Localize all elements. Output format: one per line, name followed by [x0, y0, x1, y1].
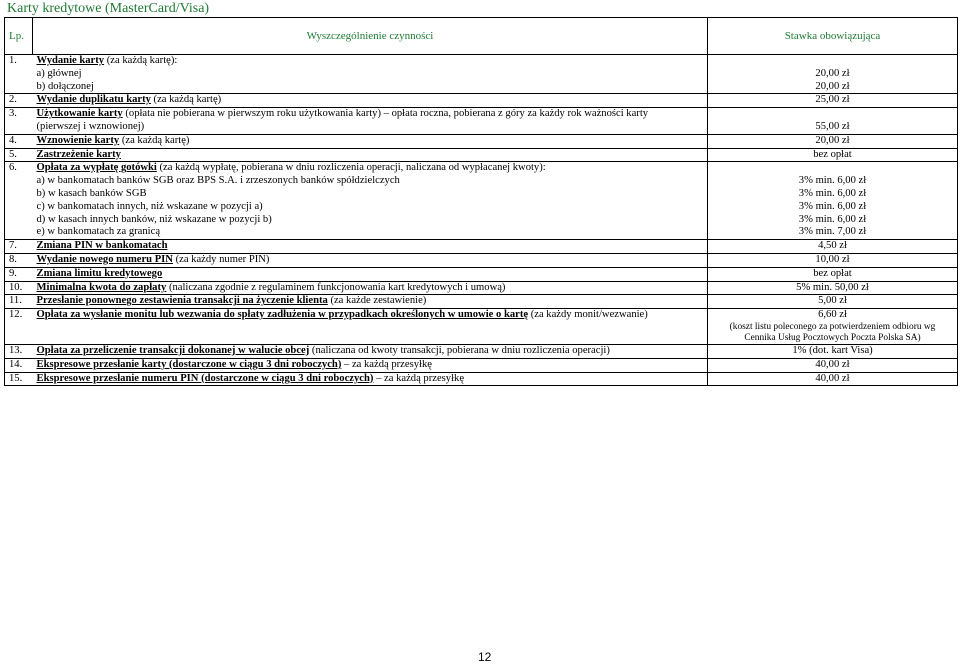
row-number: 7. [5, 240, 33, 254]
row-rate: 3% min. 6,00 zł 3% min. 6,00 zł 3% min. 6,00 zł 3% min. 6,00 zł 3% min. 7,00 zł [708, 162, 958, 240]
header-rate: Stawka obowiązująca [708, 18, 958, 55]
row-rate: 10,00 zł [708, 253, 958, 267]
row-number: 6. [5, 162, 33, 240]
table-row [5, 309, 958, 345]
table-row [5, 162, 958, 240]
row-number: 11. [5, 295, 33, 309]
table-row [5, 240, 958, 254]
row-rate: bez opłat [708, 148, 958, 162]
row-number: 4. [5, 134, 33, 148]
row-rate: 1% (dot. kart Visa) [708, 344, 958, 358]
row-rate: 25,00 zł [708, 94, 958, 108]
row-description: Ekspresowe przesłanie numeru PIN (dostarczone w ciągu 3 dni roboczych) – za każdą przesyłkę [33, 372, 708, 386]
row-description: Przesłanie ponownego zestawienia transakcji na życzenie klienta (za każde zestawienie) [33, 295, 708, 309]
table-row [5, 372, 958, 386]
table-header [5, 18, 958, 55]
table-row [5, 94, 958, 108]
row-description: Minimalna kwota do zapłaty (naliczana zgodnie z regulaminem funkcjonowania kart kredytowych i umową) [33, 281, 708, 295]
row-rate: 55,00 zł [708, 108, 958, 135]
row-description: Użytkowanie karty (opłata nie pobierana w pierwszym roku użytkowania karty) – opłata roczna, pobierana z góry za każdy rok ważności karty (pierwszej i wznowionej) [33, 108, 708, 135]
row-rate: 20,00 zł [708, 134, 958, 148]
row-number: 1. [5, 55, 33, 94]
rate-note: Cennika Usług Pocztowych Poczta Polska SA) [744, 332, 921, 343]
table-row [5, 134, 958, 148]
row-description: Opłata za wysłanie monitu lub wezwania do spłaty zadłużenia w przypadkach określonych w umowie o kartę (za każdy monit/wezwanie) [33, 309, 708, 345]
row-number: 3. [5, 108, 33, 135]
row-description: Zmiana PIN w bankomatach [33, 240, 708, 254]
table-row [5, 148, 958, 162]
row-description: Wznowienie karty (za każdą kartę) [33, 134, 708, 148]
row-rate: 40,00 zł [708, 372, 958, 386]
table-row [5, 253, 958, 267]
row-number: 12. [5, 309, 33, 345]
row-number: 13. [5, 344, 33, 358]
row-rate: bez opłat [708, 267, 958, 281]
row-description: Opłata za wypłatę gotówki (za każdą wypłatę, pobierana w dniu rozliczenia operacji, naliczana od wypłacanej kwoty): a) w bankomatach banków SGB oraz BPS S.A. i zrzeszonych banków spółdzielczych b) w kasach banków SGB c) w bankomatach innych, niż wskazane w pozycji a) d) w kasach innych banków, niż wskazane w pozycji b) e) w bankomatach za granicą [33, 162, 708, 240]
header-lp: Lp. [5, 18, 33, 55]
row-description: Zmiana limitu kredytowego [33, 267, 708, 281]
table-row [5, 358, 958, 372]
row-number: 8. [5, 253, 33, 267]
row-description: Wydanie nowego numeru PIN (za każdy numer PIN) [33, 253, 708, 267]
table-row [5, 295, 958, 309]
row-number: 10. [5, 281, 33, 295]
row-description: Zastrzeżenie karty [33, 148, 708, 162]
row-description: Wydanie karty (za każdą kartę): a) głównej b) dołączonej [33, 55, 708, 94]
header-desc: Wyszczególnienie czynności [33, 18, 708, 55]
table-row [5, 267, 958, 281]
row-rate: 5,00 zł [708, 295, 958, 309]
row-description: Ekspresowe przesłanie karty (dostarczone w ciągu 3 dni roboczych) – za każdą przesyłkę [33, 358, 708, 372]
row-number: 14. [5, 358, 33, 372]
fee-table [4, 17, 958, 386]
row-rate: 20,00 zł 20,00 zł [708, 55, 958, 94]
row-rate: 40,00 zł [708, 358, 958, 372]
table-row [5, 55, 958, 94]
row-rate: 5% min. 50,00 zł [708, 281, 958, 295]
rate-note: (koszt listu poleconego za potwierdzeniem odbioru wg [729, 321, 936, 332]
row-number: 15. [5, 372, 33, 386]
row-description: Opłata za przeliczenie transakcji dokonanej w walucie obcej (naliczana od kwoty transakcji, pobierana w dniu rozliczenia operacji) [33, 344, 708, 358]
row-number: 5. [5, 148, 33, 162]
row-rate: 6,60 zł (koszt listu poleconego za potwierdzeniem odbioru wg Cennika Usług Pocztowych Poczta Polska SA) [708, 309, 958, 345]
table-row [5, 344, 958, 358]
table-row [5, 108, 958, 135]
page-title: Karty kredytowe (MasterCard/Visa) [7, 1, 210, 16]
row-number: 9. [5, 267, 33, 281]
table-row [5, 281, 958, 295]
row-description: Wydanie duplikatu karty (za każdą kartę) [33, 94, 708, 108]
row-number: 2. [5, 94, 33, 108]
page-number: 12 [478, 650, 492, 664]
row-rate: 4,50 zł [708, 240, 958, 254]
